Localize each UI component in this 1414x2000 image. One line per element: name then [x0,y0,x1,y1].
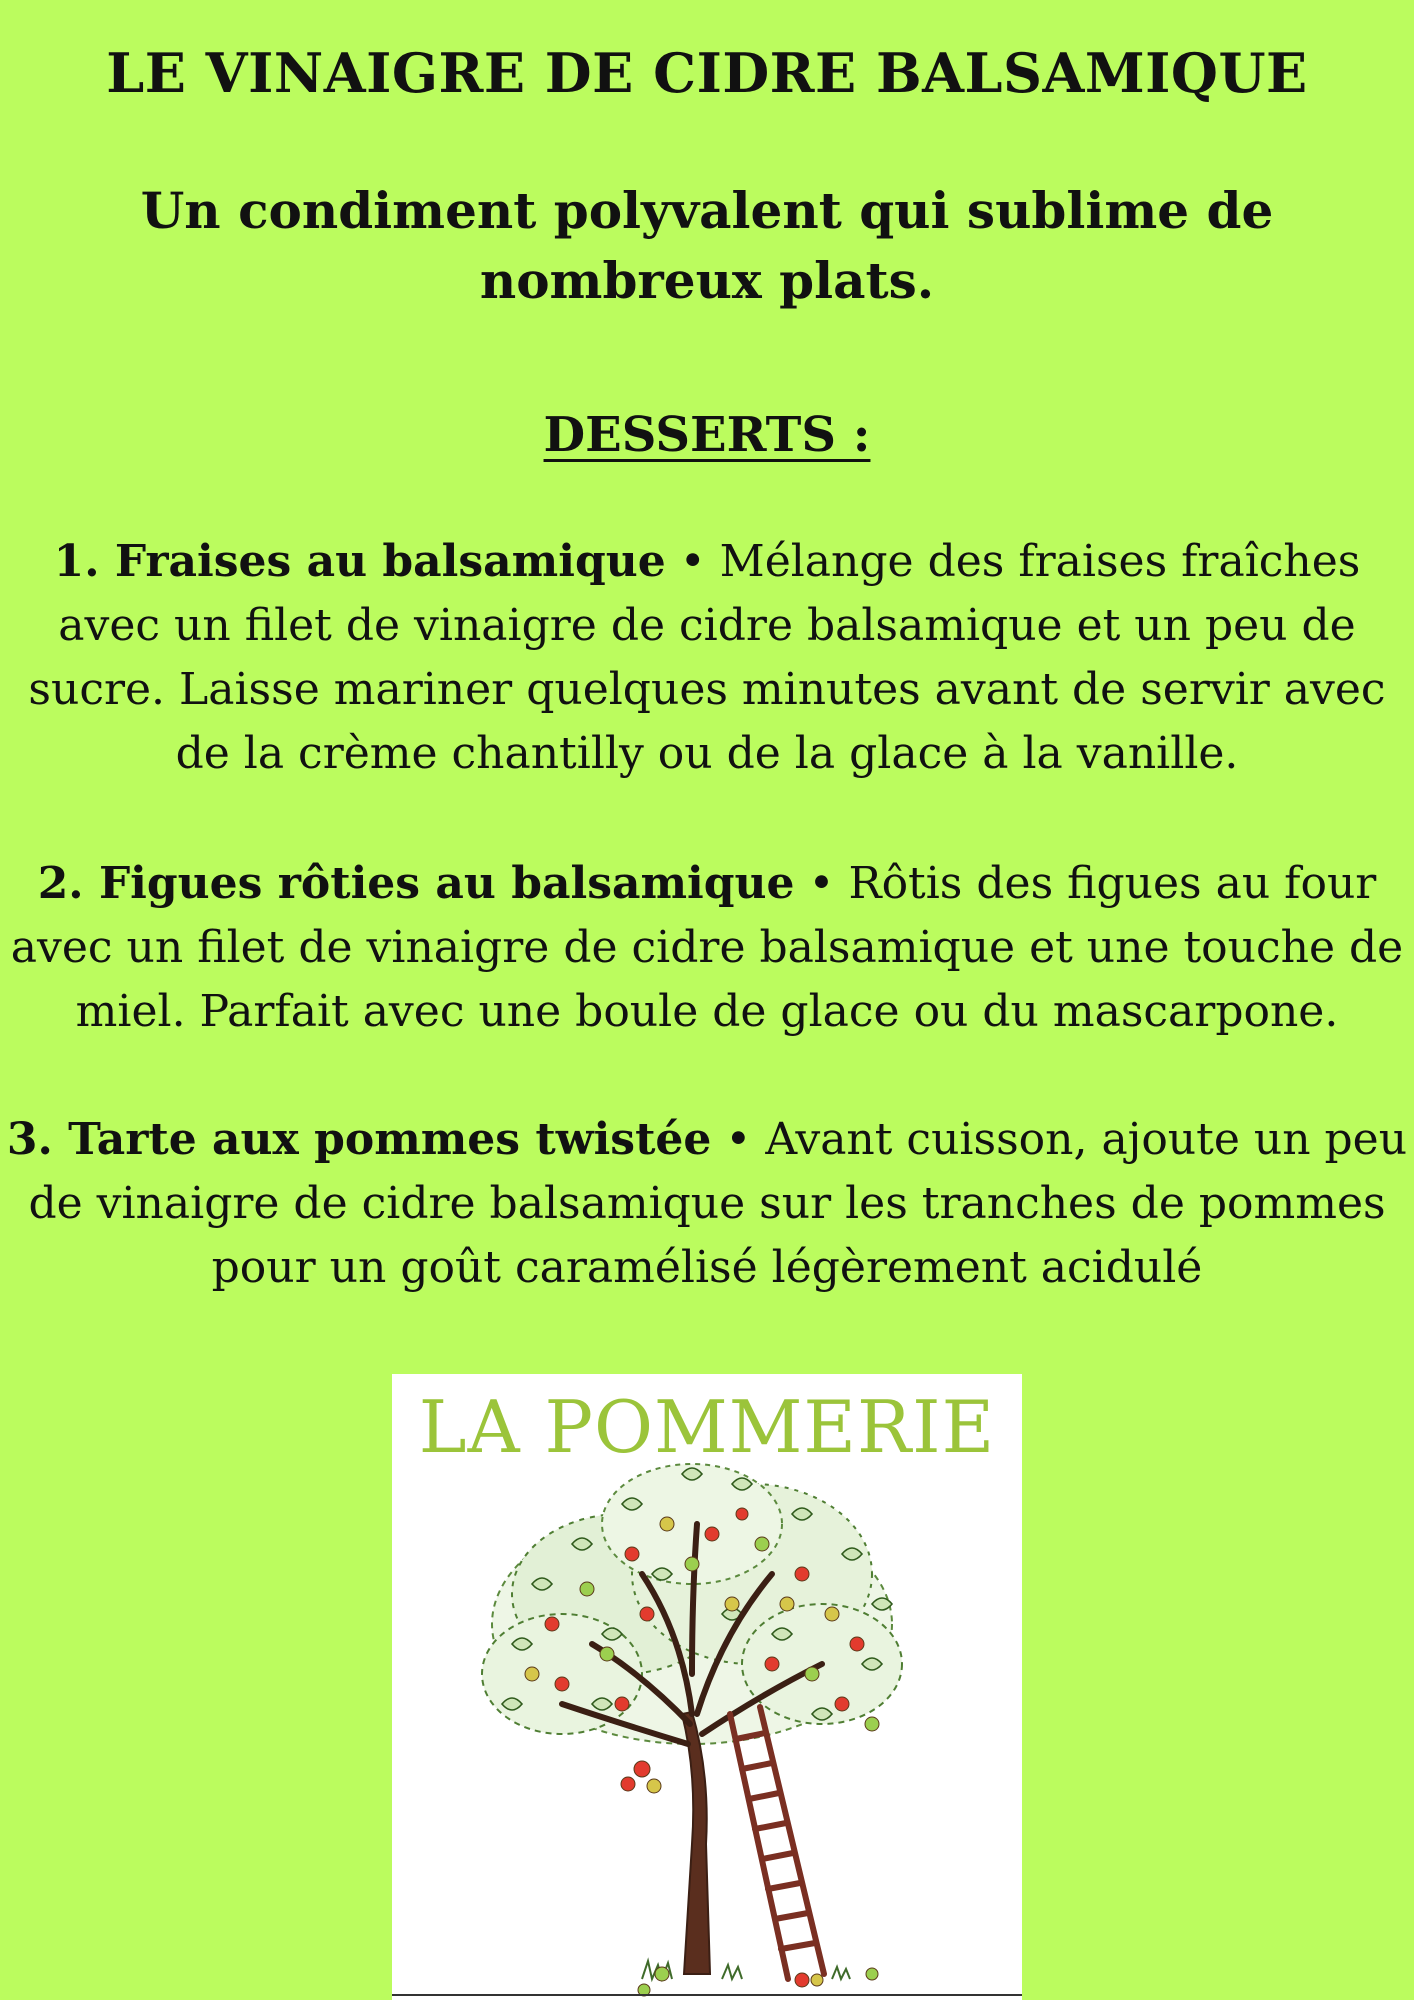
recipe-description: Mélange des fraises fraîches avec un filet de vinaigre de cidre balsamique et un peu de sucre. Laisse mariner quelques minutes avant de servir avec de la crème chantilly ou de la glace à la vanille. [28,536,1386,779]
recipe-name: 2. Figues rôties au balsamique [37,858,795,909]
document-subtitle: Un condiment polyvalent qui sublime de nombreux plats. [140,181,1274,310]
logo-text: LA POMMERIE [418,1385,996,1469]
fallen-apples [638,1967,878,1996]
recipe-paragraph [4,530,1410,786]
la-pommerie-logo [392,1374,1022,2000]
document-title: LE VINAIGRE DE CIDRE BALSAMIQUE [106,41,1308,105]
recipe-name: 3. Tarte aux pommes twistée [6,1114,712,1165]
recipe-paragraph [4,1108,1410,1300]
ladder [730,1707,824,1979]
recipe-name: 1. Fraises au balsamique [53,536,666,587]
bullet-separator: • [711,1114,766,1165]
recipe-paragraph [4,852,1410,1044]
tree-trunk [682,1712,710,1974]
section-heading-desserts: DESSERTS : [543,407,871,463]
logo-underline [392,1994,1022,1996]
bullet-separator: • [794,858,849,909]
recipe-description: Rôtis des figues au four avec un filet de vinaigre de cidre balsamique et une touche de miel. Parfait avec une boule de glace ou du mascarpone. [10,858,1404,1037]
bullet-separator: • [665,536,720,587]
recipe-description: Avant cuisson, ajoute un peu de vinaigre de cidre balsamique sur les tranches de pommes pour un goût caramélisé légèrement acidulé [28,1114,1408,1293]
